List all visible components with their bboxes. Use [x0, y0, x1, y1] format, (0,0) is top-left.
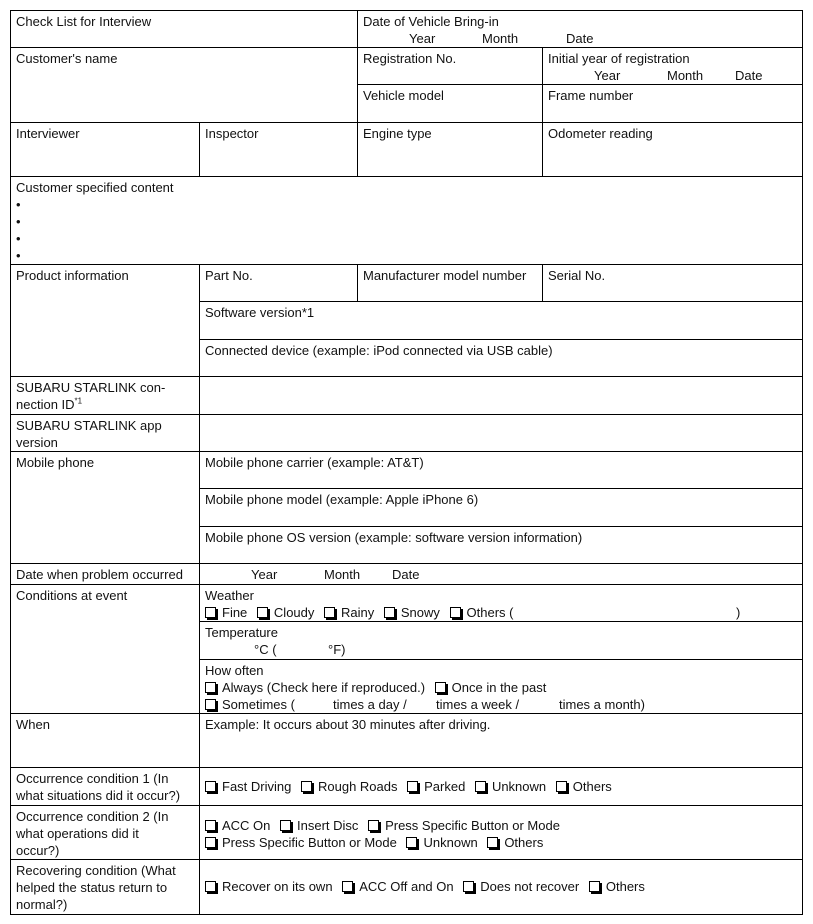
software-version-field[interactable]	[199, 301, 803, 339]
weather-option-others[interactable]	[450, 605, 514, 620]
option-label: Unknown	[423, 835, 478, 850]
recovering-condition-cell	[10, 859, 199, 915]
checkbox-icon	[556, 781, 567, 792]
temperature-label: Temperature	[205, 625, 278, 640]
weather-option-rainy[interactable]	[324, 605, 374, 620]
connected-device-field[interactable]	[199, 339, 803, 376]
bring-in-year-label: Year	[409, 31, 436, 46]
option-label: Unknown	[491, 779, 547, 794]
occurrence-1-option-fast-driving[interactable]	[205, 779, 291, 794]
starlink-app-version-label-line1: SUBARU STARLINK app	[16, 418, 162, 433]
checkbox-icon	[257, 607, 268, 618]
checklist-title: Check List for Interview	[16, 14, 152, 29]
checkbox-icon	[205, 881, 216, 892]
checkbox-icon	[450, 607, 461, 618]
option-label: Insert Disc	[297, 818, 359, 833]
how-often-label: How often	[205, 663, 264, 678]
registration-no-field[interactable]	[357, 47, 542, 84]
problem-year-label: Year	[251, 567, 278, 582]
customer-content-bullet: •	[16, 248, 21, 263]
times-a-week-label: times a week /	[436, 697, 520, 712]
occurrence-condition-2-options	[199, 805, 803, 859]
weather-option-cloudy[interactable]	[257, 605, 314, 620]
mobile-carrier-label: Mobile phone carrier (example: AT&T)	[205, 455, 424, 470]
when-field[interactable]	[199, 713, 803, 767]
recovering-condition-options	[199, 859, 803, 915]
option-label: ACC On	[222, 818, 271, 833]
mobile-os-label: Mobile phone OS version (example: software version information)	[205, 530, 583, 545]
occurrence-condition-1-cell	[10, 767, 199, 805]
initial-year-label: Year	[594, 68, 621, 83]
checkbox-icon	[435, 682, 446, 693]
occurrence-1-label-line1: Occurrence condition 1 (In	[16, 771, 169, 786]
customer-content-bullet: •	[16, 231, 21, 246]
problem-month-label: Month	[324, 567, 361, 582]
checkbox-icon	[407, 781, 418, 792]
checkbox-icon	[301, 781, 312, 792]
checkbox-icon	[406, 837, 417, 848]
option-label: Does not recover	[480, 879, 580, 894]
option-label: Others	[605, 879, 645, 894]
customer-content-bullet: •	[16, 214, 21, 229]
frame-number-field[interactable]	[542, 84, 803, 122]
serial-no-label: Serial No.	[548, 268, 606, 283]
inspector-field[interactable]	[199, 122, 357, 176]
vehicle-model-label: Vehicle model	[363, 88, 444, 103]
weather-option-label: Fine	[222, 605, 248, 620]
checklist-title-cell	[10, 10, 357, 47]
occurrence-2-label-line3: occur?)	[16, 843, 60, 858]
manufacturer-model-label: Manufacturer model number	[363, 268, 527, 283]
sometimes-option[interactable]	[205, 697, 295, 712]
bring-in-day-label: Date	[566, 31, 594, 46]
checkbox-icon	[205, 820, 216, 831]
checkbox-icon	[463, 881, 474, 892]
customer-content-bullet: •	[16, 197, 21, 212]
starlink-connection-id-label-line2: nection ID	[16, 397, 75, 412]
temperature-fahrenheit-label: °F)	[328, 642, 346, 657]
interview-checklist-form	[10, 10, 803, 915]
conditions-at-event-label: Conditions at event	[16, 588, 128, 603]
checkbox-icon	[205, 607, 216, 618]
engine-type-label: Engine type	[363, 126, 432, 141]
inspector-label: Inspector	[205, 126, 259, 141]
occurrence-1-option-others[interactable]	[556, 779, 612, 794]
odometer-label: Odometer reading	[548, 126, 653, 141]
weather-option-snowy[interactable]	[384, 605, 440, 620]
recovering-label-line3: normal?)	[16, 897, 68, 912]
initial-registration-label: Initial year of registration	[548, 51, 690, 66]
temperature-celsius-label: °C (	[254, 642, 277, 657]
occurrence-2-option-insert-disc[interactable]	[280, 818, 358, 833]
part-no-field[interactable]	[199, 264, 357, 301]
engine-type-field[interactable]	[357, 122, 542, 176]
occurrence-1-option-unknown[interactable]	[475, 779, 546, 794]
weather-option-label: Snowy	[400, 605, 440, 620]
odometer-field[interactable]	[542, 122, 803, 176]
always-option-label: Always (Check here if reproduced.)	[222, 680, 426, 695]
product-information-cell	[10, 264, 199, 376]
occurrence-2-option-press-button-2[interactable]	[205, 835, 397, 850]
checkbox-icon	[589, 881, 600, 892]
initial-month-label: Month	[667, 68, 704, 83]
occurrence-2-option-others[interactable]	[487, 835, 543, 850]
starlink-connection-id-cell	[10, 376, 199, 414]
recovering-option-others[interactable]	[589, 879, 645, 894]
recovering-option-on-its-own[interactable]	[205, 879, 333, 894]
checkbox-icon	[342, 881, 353, 892]
mobile-os-field[interactable]	[199, 526, 803, 563]
times-a-day-label: times a day /	[333, 697, 407, 712]
starlink-app-version-field[interactable]	[199, 414, 803, 451]
bring-in-date-label: Date of Vehicle Bring-in	[363, 14, 499, 29]
option-label: Others	[572, 779, 612, 794]
weather-option-label: Others (	[466, 605, 514, 620]
recovering-label-line1: Recovering condition (What	[16, 863, 176, 878]
starlink-connection-id-field[interactable]	[199, 376, 803, 414]
weather-field	[199, 584, 803, 621]
weather-option-label: Cloudy	[273, 605, 315, 620]
software-version-label: Software version*1	[205, 305, 315, 320]
mobile-carrier-field[interactable]	[199, 451, 803, 488]
occurrence-2-label-line1: Occurrence condition 2 (In	[16, 809, 169, 824]
how-often-field	[199, 659, 803, 713]
checkbox-icon	[475, 781, 486, 792]
checkbox-icon	[324, 607, 335, 618]
occurrence-2-option-press-button[interactable]	[368, 818, 560, 833]
mobile-model-label: Mobile phone model (example: Apple iPhone 6)	[205, 492, 479, 507]
recovering-option-acc-off-on[interactable]	[342, 879, 453, 894]
times-a-month-label: times a month)	[559, 697, 645, 712]
mobile-phone-label: Mobile phone	[16, 455, 95, 470]
option-label: Press Specific Button or Mode	[222, 835, 397, 850]
problem-date-field[interactable]	[199, 563, 803, 584]
problem-day-label: Date	[392, 567, 420, 582]
initial-date-label: Date	[735, 68, 763, 83]
footnote-marker: *1	[74, 396, 83, 406]
initial-registration-field[interactable]	[542, 47, 803, 84]
occurrence-2-option-unknown[interactable]	[406, 835, 477, 850]
weather-option-fine[interactable]	[205, 605, 247, 620]
customer-content-field[interactable]	[10, 176, 803, 264]
checkbox-icon	[368, 820, 379, 831]
option-label: ACC Off and On	[359, 879, 454, 894]
conditions-at-event-cell	[10, 584, 199, 713]
checkbox-icon	[205, 781, 216, 792]
vehicle-model-field[interactable]	[357, 84, 542, 122]
option-label: Others	[504, 835, 544, 850]
checkbox-icon	[280, 820, 291, 831]
when-label: When	[16, 717, 50, 732]
interviewer-field[interactable]	[10, 122, 199, 176]
occurrence-1-label-line2: what situations did it occur?)	[16, 788, 181, 803]
option-label: Rough Roads	[317, 779, 398, 794]
checkbox-icon	[487, 837, 498, 848]
problem-date-label: Date when problem occurred	[16, 567, 183, 582]
bring-in-month-label: Month	[482, 31, 519, 46]
once-in-past-option[interactable]	[435, 680, 547, 695]
recovering-label-line2: helped the status return to	[16, 880, 168, 895]
checkbox-icon	[205, 682, 216, 693]
customer-name-label: Customer's name	[16, 51, 118, 66]
part-no-label: Part No.	[205, 268, 253, 283]
sometimes-option-label: Sometimes (	[222, 697, 295, 712]
weather-option-label: Rainy	[341, 605, 375, 620]
starlink-app-version-cell	[10, 414, 199, 451]
occurrence-1-option-parked[interactable]	[407, 779, 465, 794]
option-label: Fast Driving	[222, 779, 292, 794]
recovering-option-does-not-recover[interactable]	[463, 879, 579, 894]
checkbox-icon	[205, 699, 216, 710]
once-option-label: Once in the past	[451, 680, 547, 695]
customer-content-label: Customer specified content	[16, 180, 174, 195]
occurrence-condition-2-cell	[10, 805, 199, 859]
always-option[interactable]	[205, 680, 425, 695]
starlink-app-version-label-line2: version	[16, 435, 58, 450]
occurrence-condition-1-options	[199, 767, 803, 805]
option-label: Press Specific Button or Mode	[385, 818, 560, 833]
customer-name-field[interactable]	[10, 47, 357, 122]
occurrence-2-label-line2: what operations did it	[16, 826, 139, 841]
product-information-label: Product information	[16, 268, 129, 283]
option-label: Parked	[424, 779, 466, 794]
interviewer-label: Interviewer	[16, 126, 80, 141]
checkbox-icon	[205, 837, 216, 848]
mobile-phone-cell	[10, 451, 199, 563]
checkbox-icon	[384, 607, 395, 618]
manufacturer-model-field[interactable]	[357, 264, 542, 301]
occurrence-1-option-rough-roads[interactable]	[301, 779, 398, 794]
temperature-field[interactable]	[199, 621, 803, 659]
mobile-model-field[interactable]	[199, 488, 803, 526]
connected-device-label: Connected device (example: iPod connected via USB cable)	[205, 343, 553, 358]
problem-date-cell	[10, 563, 199, 584]
when-cell	[10, 713, 199, 767]
option-label: Recover on its own	[222, 879, 333, 894]
when-example: Example: It occurs about 30 minutes after driving.	[205, 717, 491, 732]
registration-no-label: Registration No.	[363, 51, 457, 66]
weather-label: Weather	[205, 588, 254, 603]
occurrence-2-option-acc-on[interactable]	[205, 818, 270, 833]
serial-no-field[interactable]	[542, 264, 803, 301]
frame-number-label: Frame number	[548, 88, 634, 103]
starlink-connection-id-label-line1: SUBARU STARLINK con-	[16, 380, 166, 395]
bring-in-date-cell[interactable]	[357, 10, 803, 47]
weather-others-close: )	[736, 605, 741, 620]
